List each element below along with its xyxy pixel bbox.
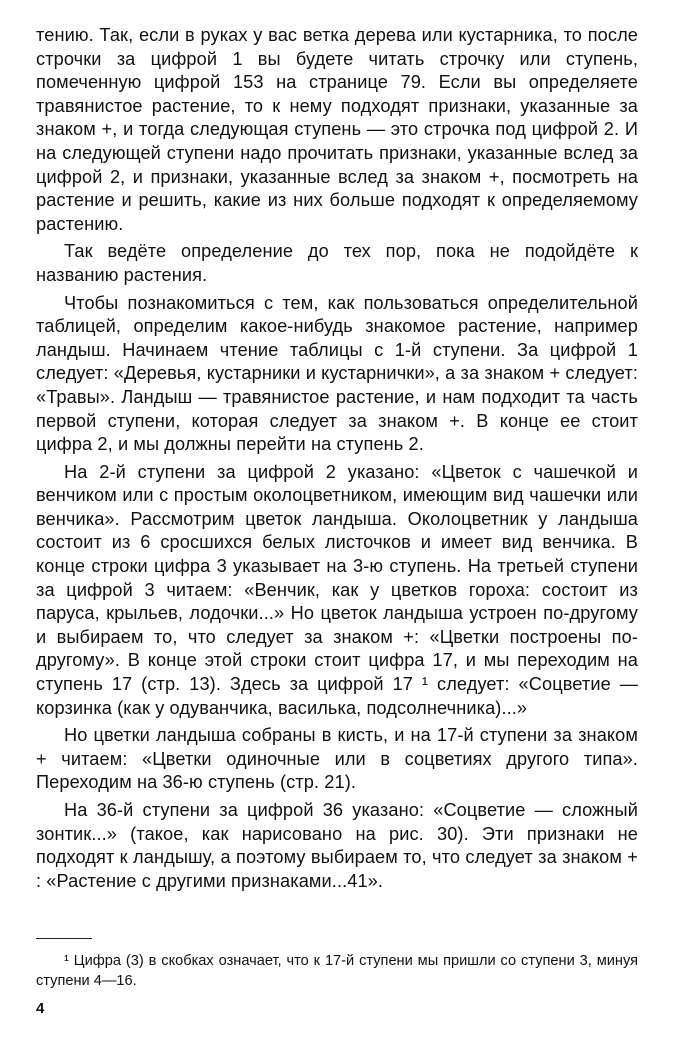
paragraph-step-2-and-3: На 2-й ступени за цифрой 2 указано: «Цветок с чашечкой и венчиком или с простым околоцветником, имеющим вид чашечки или венчика». Рассмотрим цветок ландыша. Околоцветник у ландыша состоит из 6 сросшихся белых листочков и имеет вид венчика. В конце строки цифра 3 указывает на 3-ю ступень. На третьей ступени за цифрой 3 читаем: «Венчик, как у цветков гороха: состоит из паруса, крыльев, лодочки...» Но цветок ландыша устроен по-другому и выбираем то, что следует за знаком +: «Цветки построены по-другому». В конце этой строки стоит цифра 17, и мы переходим на ступень 17 (стр. 13). Здесь за цифрой 17 ¹ следует: «Соцветие — корзинка (как у одуванчика, василька, подсолнечника)...» [36,461,638,718]
paragraph-step-17: Но цветки ландыша собраны в кисть, и на 17-й ступени за знаком + читаем: «Цветки одиночные или в соцветиях другого типа». Переходим на 36-ю ступень (стр. 21). [36,725,638,793]
page-body [36,24,638,893]
paragraph-lily-example-step-1: Чтобы познакомиться с тем, как пользоваться определительной таблицей, определим какое-нибудь знакомое растение, например ландыш. Начинаем чтение таблицы с 1-й ступени. За цифрой 1 следует: «Деревья, кустарники и кустарнички», а за знаком + следует: «Травы». Ландыш — травянистое растение, и нам подходит та часть первой ступени, которая следует за знаком +. В конце ее стоит цифра 2, и мы должны перейти на ступень 2. [36,292,638,455]
paragraph-continuation: тению. Так, если в руках у вас ветка дерева или кустарника, то после строчки за цифрой 1 вы будете читать строчку или ступень, помеченную цифрой 153 на странице 79. Если вы определяете травянистое растение, то к нему подходят признаки, указанные за знаком +, и тогда следующая ступень — это строчка под цифрой 2. И на следующей ступени надо прочитать признаки, указанные вслед за цифрой 2, и признаки, указанные вслед за знаком +, посмотреть на растение и решить, какие из них больше подходят к определяемому растению. [36,25,638,234]
paragraph-step-36: На 36-й ступени за цифрой 36 указано: «Соцветие — сложный зонтик...» (такое, как нарисовано на рис. 30). Эти признаки не подходят к ландышу, а поэтому выбираем то, что следует за знаком + : «Растение с другими признаками...41». [36,800,638,891]
paragraph-identification-until-name: Так ведёте определение до тех пор, пока не подойдёте к названию растения. [36,241,638,285]
footnote: ¹ Цифра (3) в скобках означает, что к 17-й ступени мы пришли со ступени 3, минуя ступени 4—16. [36,953,638,989]
footnote-divider [36,938,92,939]
page-number: 4 [36,1000,45,1017]
